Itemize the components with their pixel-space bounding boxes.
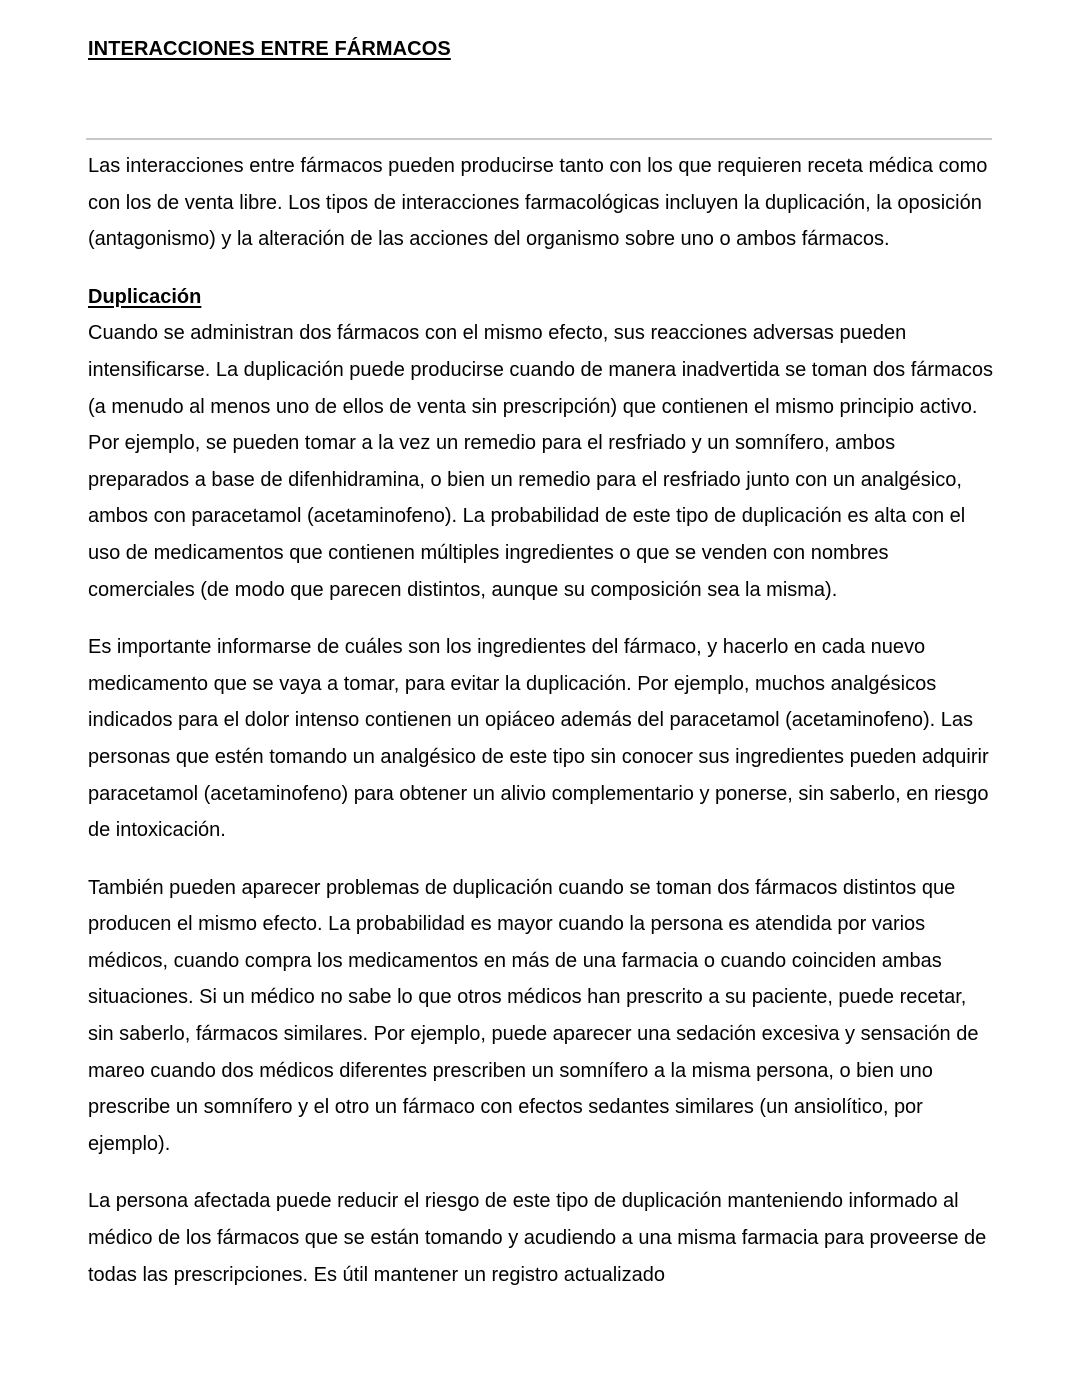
- document-body: [88, 148, 994, 1314]
- body-paragraph: También pueden aparecer problemas de duplicación cuando se toman dos fármacos distintos que producen el mismo efecto. La probabilidad es mayor cuando la persona es atendida por varios médicos, cuando compra los medicamentos en más de una farmacia o cuando coinciden ambas situaciones. Si un médico no sabe lo que otros médicos han prescrito a su paciente, puede recetar, sin saberlo, fármacos similares. Por ejemplo, puede aparecer una sedación excesiva y sensación de mareo cuando dos médicos diferentes prescriben un somnífero a la misma persona, o bien uno prescribe un somnífero y el otro un fármaco con efectos sedantes similares (un ansiolítico, por ejemplo).: [88, 876, 979, 1155]
- body-paragraph: Cuando se administran dos fármacos con el mismo efecto, sus reacciones adversas pueden intensificarse. La duplicación puede producirse cuando de manera inadvertida se toman dos fármacos (a menudo al menos uno de ellos de venta sin prescripción) que contienen el mismo principio activo. Por ejemplo, se pueden tomar a la vez un remedio para el resfriado y un somnífero, ambos preparados a base de difenhidramina, o bien un remedio para el resfriado junto con un analgésico, ambos con paracetamol (acetaminofeno). La probabilidad de este tipo de duplicación es alta con el uso de medicamentos que contienen múltiples ingredientes o que se venden con nombres comerciales (de modo que parecen distintos, aunque su composición sea la misma).: [88, 322, 993, 601]
- document-title: INTERACCIONES ENTRE FÁRMACOS: [88, 38, 451, 60]
- section-heading: Duplicación: [88, 285, 202, 308]
- body-paragraph: Es importante informarse de cuáles son los ingredientes del fármaco, y hacerlo en cada nuevo medicamento que se vaya a tomar, para evitar la duplicación. Por ejemplo, muchos analgésicos indicados para el dolor intenso contienen un opiáceo además del paracetamol (acetaminofeno). Las personas que estén tomando un analgésico de este tipo sin conocer sus ingredientes pueden adquirir paracetamol (acetaminofeno) para obtener un alivio complementario y ponerse, sin saberlo, en riesgo de intoxicación.: [88, 636, 989, 842]
- section-duplicacion: [88, 279, 994, 1293]
- title-divider: [86, 138, 992, 140]
- body-paragraph: La persona afectada puede reducir el riesgo de este tipo de duplicación manteniendo informado al médico de los fármacos que se están tomando y acudiendo a una misma farmacia para proveerse de todas las prescripciones. Es útil mantener un registro actualizado: [88, 1190, 987, 1286]
- intro-paragraph: Las interacciones entre fármacos pueden producirse tanto con los que requieren receta médica como con los de venta libre. Los tipos de interacciones farmacológicas incluyen la duplicación, la oposición (antagonismo) y la alteración de las acciones del organismo sobre uno o ambos fármacos.: [88, 155, 988, 251]
